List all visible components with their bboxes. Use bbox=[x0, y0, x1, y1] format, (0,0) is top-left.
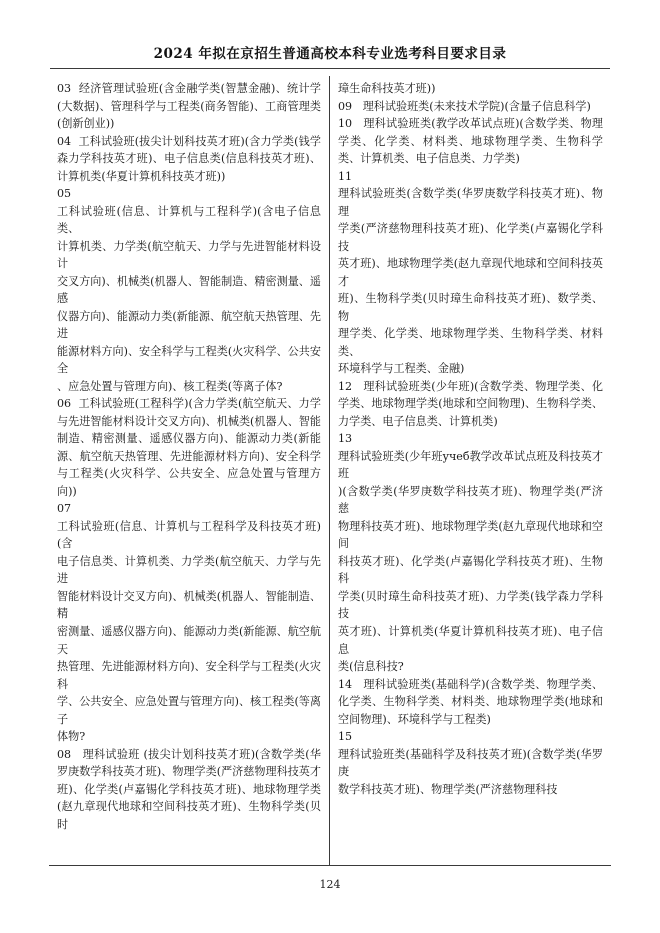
paragraph: 、应急处置与管理方向)、核工程类(等离子体? bbox=[57, 379, 283, 393]
title-divider bbox=[50, 68, 610, 69]
page-number: 124 bbox=[319, 878, 341, 891]
paragraph: 学、公共安全、应急处置与管理方向)、核工程类(等离子 bbox=[57, 695, 321, 726]
paragraph: 12 理科试验班类(少年班)(含数学类、物理学类、化学类、地球物理学类(地球和空间物理)、生物科学类、力学类、电子信息类、计算机类) bbox=[338, 379, 603, 428]
paragraph: 学类(贝时璋生命科技英才班)、力学类(钱学森力学科技 bbox=[338, 589, 603, 621]
paragraph: 03 经济管理试验班(含金融学类(智慧金融)、统计学(大数据)、管理科学与工程类(商务智能)、工商管理类(创新创业)) bbox=[57, 82, 321, 131]
right-column bbox=[330, 76, 611, 865]
paragraph: 密测量、遥感仪器方向)、能源动力类(新能源、航空航天 bbox=[57, 624, 321, 656]
paragraph: 06 工科试验班(工程科学)(含力学类(航空航天、力学与先进智能材料设计交叉方向)、机械类(机器人、智能制造、精密测量、遥感仪器方向)、能源动力类(新能源、航空航天热管理、先进能源材料方向)、安全科学与工程类(火灾科学、公共安全、应急处置与管理方向)) bbox=[57, 397, 321, 498]
left-column bbox=[49, 76, 330, 865]
paragraph: 电子信息类、计算机类、力学类(航空航天、力学与先进 bbox=[57, 554, 321, 586]
paragraph: 热管理、先进能源材料方向)、安全科学与工程类(火灾科 bbox=[57, 660, 321, 691]
paragraph: 能源材料方向)、安全科学与工程类(火灾科学、公共安全 bbox=[57, 344, 321, 376]
paragraph: 11 bbox=[338, 169, 353, 183]
paragraph: 04 工科试验班(拔尖计划科技英才班)(含力学类(钱学森力学科技英才班)、电子信息类(信息科技英才班)、计算机类(华夏计算机科技英才班)) bbox=[57, 134, 321, 183]
paragraph: 璋生命科技英才班)) bbox=[338, 82, 436, 95]
paragraph: 英才班)、计算机类(华夏计算机科技英才班)、电子信息 bbox=[338, 624, 603, 656]
paragraph: 14 理科试验班类(基础科学)(含数学类、物理学类、化学类、生物科学类、材料类、地球物理学类(地球和空间物理)、环境科学与工程类) bbox=[338, 677, 603, 726]
paragraph: 05 bbox=[57, 187, 72, 201]
paragraph: 理科试验班类(少年班учеб教学改革试点班及科技英才班 bbox=[338, 449, 603, 481]
paragraph: 交叉方向)、机械类(机器人、智能制造、精密测量、遥感 bbox=[57, 274, 321, 306]
paragraph: 英才班)、地球物理学类(赵九章现代地球和空间科技英才 bbox=[338, 257, 603, 288]
paragraph: 理科试验班类(含数学类(华罗庚数学科技英才班)、物理 bbox=[338, 187, 603, 218]
paragraph: 09 理科试验班类(未来技术学院)(含量子信息科学) bbox=[338, 99, 591, 113]
paragraph: 10 理科试验班类(教学改革试点班)(含数学类、物理学类、化学类、材料类、地球物理学类、生物科学类、计算机类、电子信息类、力学类) bbox=[338, 117, 603, 166]
paragraph: )(含数学类(华罗庚数学科技英才班)、物理学类(严济慈 bbox=[338, 484, 603, 516]
paragraph: 15 bbox=[338, 730, 353, 744]
paragraph: 07 bbox=[57, 502, 72, 516]
paragraph: 学类(严济慈物理科技英才班)、化学类(卢嘉锡化学科技 bbox=[338, 222, 603, 253]
paragraph: 数学科技英才班)、物理学类(严济慈物理科技 bbox=[338, 782, 558, 796]
paragraph: 智能材料设计交叉方向)、机械类(机器人、智能制造、精 bbox=[57, 589, 321, 621]
paragraph: 计算机类、力学类(航空航天、力学与先进智能材料设计 bbox=[57, 239, 321, 271]
paragraph: 班)、生物科学类(贝时璋生命科技英才班)、数学类、物 bbox=[338, 292, 603, 323]
paragraph: 理科试验班类(基础科学及科技英才班)(含数学类(华罗庚 bbox=[338, 747, 603, 779]
paragraph: 13 bbox=[338, 432, 353, 446]
paragraph: 仪器方向)、能源动力类(新能源、航空航天热管理、先进 bbox=[57, 309, 321, 341]
paragraph: 物理科技英才班)、地球物理学类(赵九章现代地球和空间 bbox=[338, 519, 603, 551]
paragraph: 理学类、化学类、地球物理学类、生物科学类、材料类、 bbox=[338, 327, 603, 358]
two-column-body bbox=[49, 76, 611, 866]
paragraph: 工科试验班(信息、计算机与工程科学)(含电子信息类、 bbox=[57, 204, 321, 236]
paragraph: 08 理科试验班 (拔尖计划科技英才班)(含数学类(华罗庚数学科技英才班)、物理学类(严济慈物理科技英才班)、化学类(卢嘉锡化学科技英才班)、地球物理学类(赵九章现代地球和空间科技英才班)、生物科学类(贝时 bbox=[57, 747, 321, 831]
page-title: 2024 年拟在京招生普通高校本科专业选考科目要求目录 bbox=[153, 46, 507, 62]
paragraph: 环境科学与工程类、金融) bbox=[338, 362, 465, 376]
paragraph: 类(信息科技? bbox=[338, 660, 404, 674]
paragraph: 科技英才班)、化学类(卢嘉锡化学科技英才班)、生物科 bbox=[338, 554, 603, 586]
paragraph: 体物? bbox=[57, 730, 86, 744]
paragraph: 工科试验班(信息、计算机与工程科学及科技英才班)(含 bbox=[57, 519, 321, 551]
